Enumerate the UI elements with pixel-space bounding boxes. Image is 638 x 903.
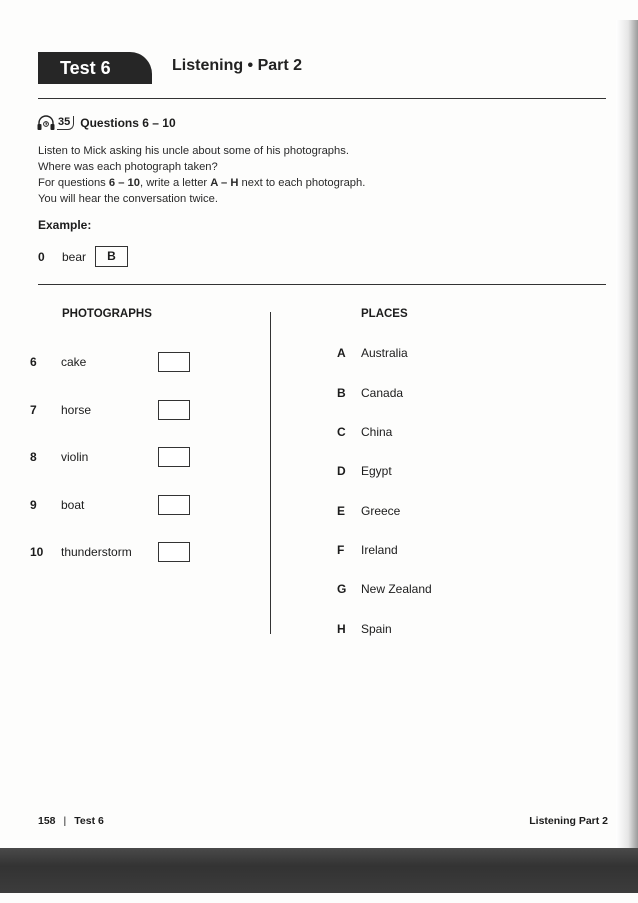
place-row <box>337 504 400 518</box>
instruction-line-2: Where was each photograph taken? <box>38 161 218 173</box>
answer-box-8[interactable] <box>158 447 190 467</box>
photo-row <box>30 400 190 420</box>
place-letter: B <box>337 386 346 400</box>
photo-row <box>30 495 190 515</box>
photo-word: horse <box>61 403 92 417</box>
column-divider <box>270 312 271 634</box>
place-letter: H <box>337 622 346 636</box>
photographs-heading: PHOTOGRAPHS <box>62 308 152 320</box>
test-tab <box>38 52 152 84</box>
place-name: Australia <box>361 346 408 360</box>
places-heading: PLACES <box>361 308 408 320</box>
place-letter: D <box>337 464 346 478</box>
answer-box-10[interactable] <box>158 542 190 562</box>
instruction-line-4: You will hear the conversation twice. <box>38 193 218 205</box>
place-name: Canada <box>361 386 404 400</box>
photo-row <box>30 352 190 372</box>
answer-box-9[interactable] <box>158 495 190 515</box>
page-binding-shadow <box>616 20 638 850</box>
photo-number: 10 <box>30 545 44 559</box>
instruction-bold: A – H <box>210 177 239 189</box>
place-letter: E <box>337 504 346 518</box>
footer-section-label: Listening Part 2 <box>529 815 608 827</box>
place-row <box>337 582 432 596</box>
track-number: 35 <box>57 116 74 130</box>
example-word: bear <box>62 249 87 264</box>
photo-word: thunderstorm <box>61 545 132 559</box>
place-row <box>337 464 392 478</box>
place-row <box>337 425 392 439</box>
place-row <box>337 543 398 557</box>
instruction-line-1: Listen to Mick asking his uncle about some of his photographs. <box>38 145 349 157</box>
photo-row <box>30 447 190 467</box>
photo-number: 8 <box>30 450 37 464</box>
photo-number: 9 <box>30 498 37 512</box>
photo-number: 7 <box>30 403 37 417</box>
footer-test-label: Test 6 <box>74 815 104 827</box>
photo-number: 6 <box>30 355 37 369</box>
place-row <box>337 622 392 636</box>
example-row <box>38 246 128 267</box>
place-name: Spain <box>361 622 392 636</box>
place-name: Egypt <box>361 464 392 478</box>
header-rule <box>38 98 606 99</box>
place-letter: C <box>337 425 346 439</box>
test-tab-label: Test 6 <box>60 58 111 78</box>
instruction-text: , write a letter <box>140 177 211 189</box>
instructions <box>38 143 365 207</box>
instruction-text: For questions <box>38 177 109 189</box>
place-name: Ireland <box>361 543 398 557</box>
track-indicator <box>36 115 176 131</box>
example-label: Example: <box>38 218 92 232</box>
photo-word: boat <box>61 498 85 512</box>
place-letter: A <box>337 346 346 360</box>
headphones-icon <box>36 115 56 131</box>
place-row <box>337 386 403 400</box>
instruction-line-3 <box>38 175 365 191</box>
instruction-bold: 6 – 10 <box>108 177 140 189</box>
footer-separator: | <box>63 815 67 827</box>
section-rule <box>38 284 606 285</box>
section-title: Listening • Part 2 <box>172 57 303 74</box>
page-number: 158 <box>38 815 56 827</box>
example-answer-box: B <box>95 246 128 267</box>
answer-box-7[interactable] <box>158 400 190 420</box>
place-name: China <box>361 425 393 439</box>
answer-box-6[interactable] <box>158 352 190 372</box>
photo-row <box>30 542 190 562</box>
instruction-text: next to each photograph. <box>238 177 366 189</box>
place-letter: F <box>337 543 345 557</box>
question-range: Questions 6 – 10 <box>80 116 176 130</box>
place-name: Greece <box>361 504 401 518</box>
place-name: New Zealand <box>361 582 432 596</box>
footer-left <box>38 815 104 827</box>
example-number: 0 <box>38 249 45 264</box>
photo-word: violin <box>61 450 89 464</box>
place-letter: G <box>337 582 347 596</box>
bottom-band <box>0 848 638 893</box>
place-row <box>337 346 408 360</box>
photo-word: cake <box>61 355 87 369</box>
